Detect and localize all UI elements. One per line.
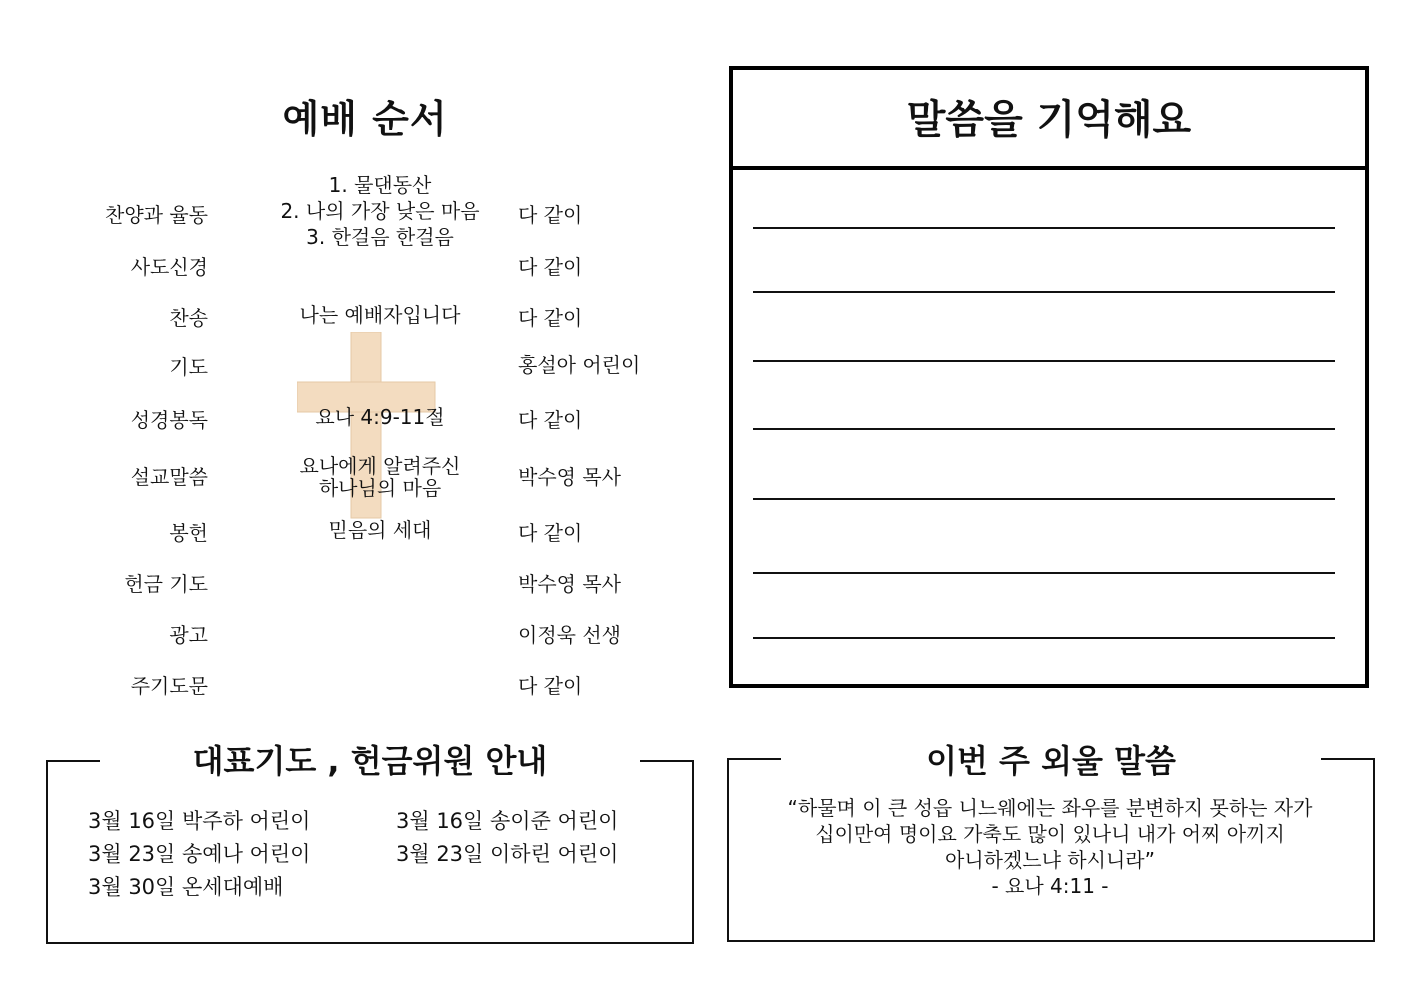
sermon-title-line: 요나에게 알려주신 (299, 454, 461, 478)
order-row-creed (0, 251, 720, 291)
order-performer: 다 같이 (518, 674, 583, 698)
order-content: 믿음의 세대 (328, 518, 432, 542)
memory-verse (728, 795, 1372, 899)
order-content: 나는 예배자입니다 (299, 303, 461, 327)
prayer-title: 대표기도 , 헌금위원 안내 (192, 742, 548, 780)
verse-line: 아니하겠느냐 하시니라” (945, 848, 1155, 872)
order-label: 봉헌 (169, 521, 208, 545)
order-row-hymn (0, 302, 720, 342)
verse-title: 이번 주 외울 말씀 (926, 742, 1176, 780)
order-performer: 박수영 목사 (518, 572, 621, 596)
frame-top-right-edge (1321, 758, 1375, 760)
order-label: 기도 (169, 355, 208, 379)
order-label: 헌금 기도 (124, 572, 208, 596)
order-row-prayer (0, 351, 720, 391)
frame-top-left-edge (727, 758, 781, 760)
writing-line[interactable] (753, 227, 1335, 229)
order-performer: 이정욱 선생 (518, 623, 621, 647)
order-row-offering-prayer (0, 568, 720, 608)
verse-line: “하물며 이 큰 성읍 니느웨에는 좌우를 분변하지 못하는 자가 (787, 796, 1313, 820)
prayer-entry: 3월 23일 이하린 어린이 (396, 842, 619, 866)
order-performer: 다 같이 (518, 255, 583, 279)
writing-line[interactable] (753, 360, 1335, 362)
verse-line: 십이만여 명이요 가축도 많이 있나니 내가 어찌 아끼지 (815, 822, 1285, 846)
writing-line[interactable] (753, 637, 1335, 639)
order-performer: 다 같이 (518, 521, 583, 545)
writing-line[interactable] (753, 428, 1335, 430)
order-label: 주기도문 (130, 674, 208, 698)
song-item: 1. 물댄동산 (328, 173, 432, 197)
memory-title: 말씀을 기억해요 (733, 70, 1365, 170)
writing-line[interactable] (753, 498, 1335, 500)
order-performer: 홍설아 어린이 (518, 353, 641, 377)
order-row-lords-prayer (0, 670, 720, 710)
order-performer: 다 같이 (518, 408, 583, 432)
song-item: 3. 한걸음 한걸음 (306, 225, 454, 249)
order-label: 찬송 (169, 306, 208, 330)
order-row-offering (0, 517, 720, 557)
order-performer: 다 같이 (518, 306, 583, 330)
sermon-title-line: 하나님의 마음 (318, 476, 442, 500)
order-row-announcement (0, 619, 720, 659)
prayer-entry: 3월 23일 송예나 어린이 (88, 842, 311, 866)
frame-top-right-edge (640, 760, 694, 762)
verse-reference: - 요나 4:11 - (991, 874, 1109, 898)
memory-box (729, 66, 1369, 688)
writing-line[interactable] (753, 291, 1335, 293)
order-content: 요나 4:9-11절 (315, 405, 445, 429)
order-row-sermon (0, 455, 720, 507)
song-item: 2. 나의 가장 낮은 마음 (280, 199, 480, 223)
order-label: 찬양과 율동 (105, 203, 208, 227)
writing-line[interactable] (753, 572, 1335, 574)
order-row-scripture (0, 404, 720, 444)
frame-top-left-edge (46, 760, 100, 762)
order-label: 광고 (169, 623, 208, 647)
order-performer: 박수영 목사 (518, 465, 621, 489)
order-performer: 다 같이 (518, 203, 583, 227)
prayer-entry: 3월 16일 송이준 어린이 (396, 809, 619, 833)
order-label: 사도신경 (130, 255, 208, 279)
order-content (230, 455, 530, 499)
order-row-praise (0, 172, 720, 252)
order-label: 설교말씀 (130, 465, 208, 489)
order-song-list (230, 172, 530, 250)
order-label: 성경봉독 (130, 408, 208, 432)
prayer-entry: 3월 16일 박주하 어린이 (88, 809, 311, 833)
prayer-entry: 3월 30일 온세대예배 (88, 875, 284, 899)
order-title: 예배 순서 (282, 97, 448, 141)
